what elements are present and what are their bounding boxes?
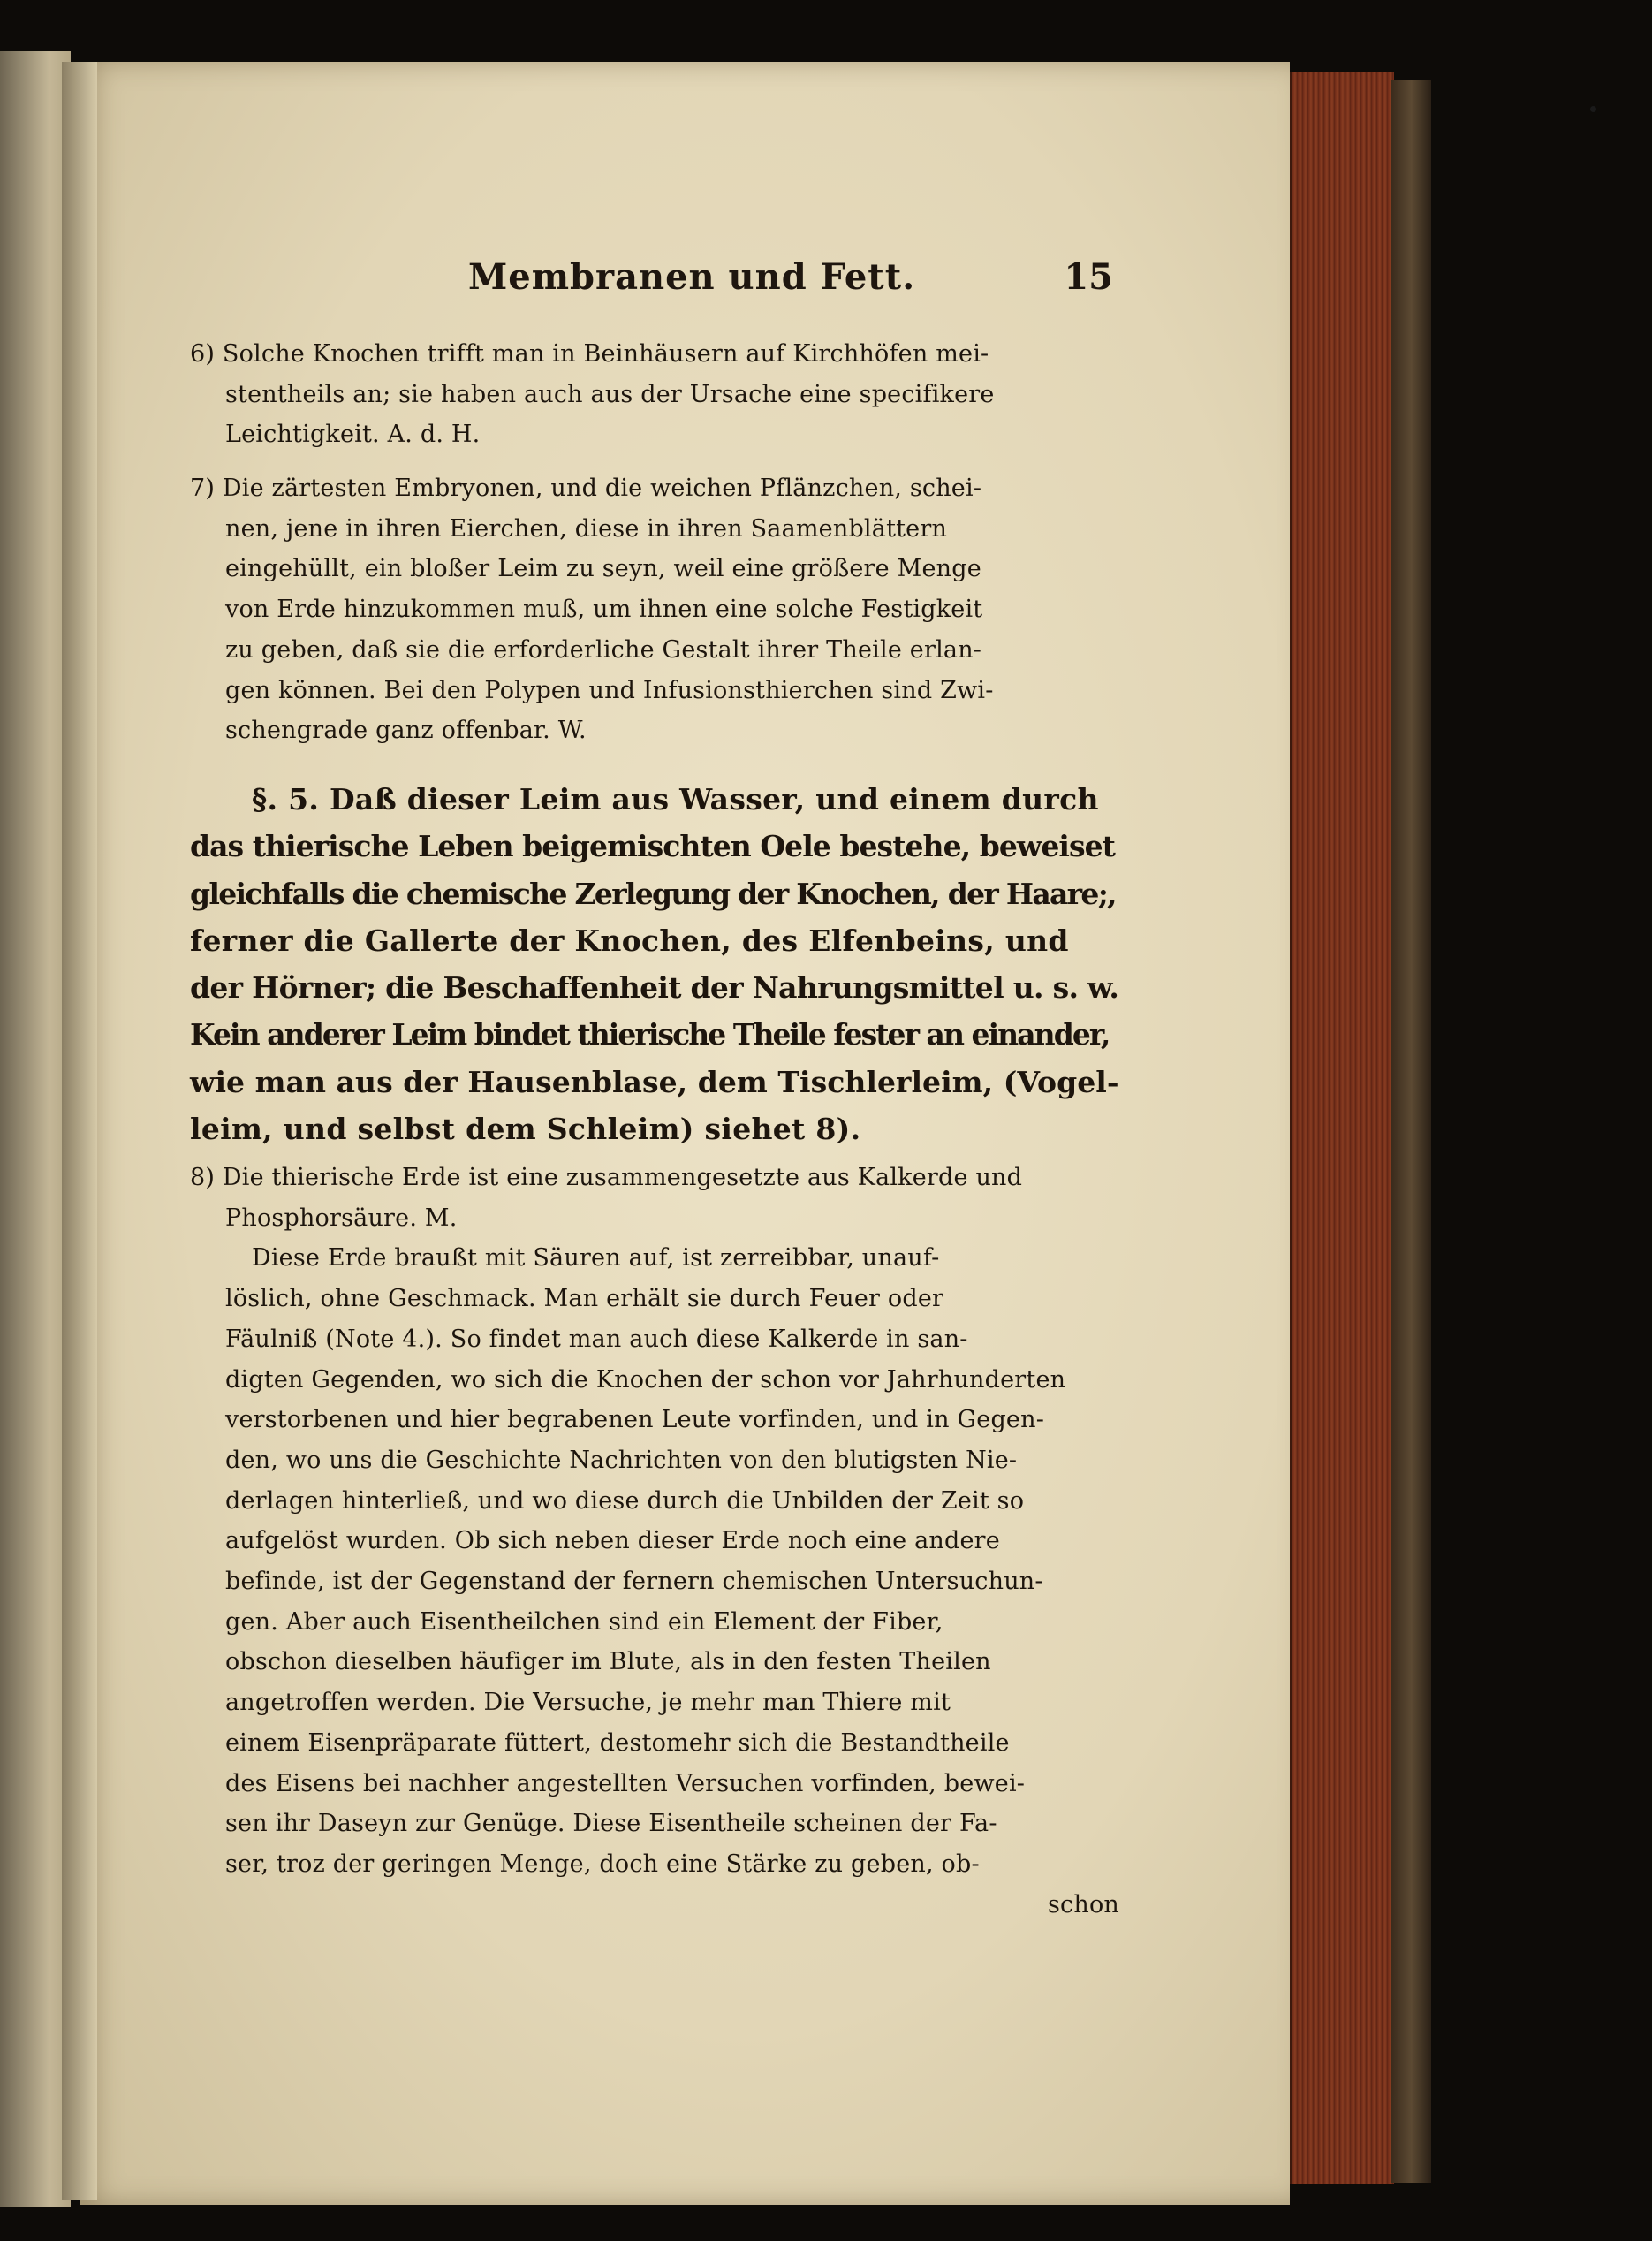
text-line: gen. Aber auch Eisentheilchen sind ein Element der Fiber,: [225, 1607, 943, 1636]
text-line: das thierische Leben beigemischten Oele bestehe, beweiset: [190, 829, 1115, 864]
text-line: stentheils an; sie haben auch aus der Ursache eine specifikere: [225, 380, 995, 408]
text-line: Leichtigkeit. A. d. H.: [225, 421, 481, 449]
text-line: ser, troz der geringen Menge, doch eine Stärke zu geben, ob-: [225, 1850, 980, 1878]
text-line: zu geben, daß sie die erforderliche Gestalt ihrer Theile erlan-: [225, 635, 982, 664]
text-line: der Hörner; die Beschaffenheit der Nahrungsmittel u. s. w.: [190, 970, 1119, 1006]
page-number: 15: [1064, 256, 1113, 298]
footnote-8: [190, 1158, 1119, 1925]
text-line: leim, und selbst dem Schleim) siehet 8).: [190, 1112, 861, 1147]
book-cover-edge: [1391, 80, 1431, 2183]
text-line: einem Eisenpräparate füttert, destomehr sich die Bestandtheile: [225, 1728, 1010, 1757]
footnote-6: [190, 334, 1119, 455]
running-title: Membranen und Fett.: [468, 256, 916, 298]
text-line: von Erde hinzukommen muß, um ihnen eine solche Festigkeit: [225, 596, 983, 624]
text-line: angetroffen werden. Die Versuche, je mehr man Thiere mit: [225, 1689, 951, 1717]
text-line: digten Gegenden, wo sich die Knochen der schon vor Jahrhunderten: [225, 1365, 1066, 1394]
text-line: aufgelöst wurden. Ob sich neben dieser Erde noch eine andere: [225, 1527, 1000, 1555]
text-line: eingehüllt, ein bloßer Leim zu seyn, weil eine größere Menge: [225, 555, 981, 583]
text-line: befinde, ist der Gegenstand der fernern chemischen Untersuchun-: [225, 1568, 1043, 1596]
text-line: verstorbenen und hier begrabenen Leute vorfinden, und in Gegen-: [225, 1406, 1045, 1434]
dust-speck: [1590, 106, 1596, 112]
text-line: wie man aus der Hausenblase, dem Tischlerleim, (Vogel-: [190, 1064, 1119, 1099]
catchword: schon: [1047, 1890, 1119, 1918]
text-line: löslich, ohne Geschmack. Man erhält sie durch Feuer oder: [225, 1285, 944, 1313]
book-gutter: [62, 62, 97, 2200]
text-line: 8) Die thierische Erde ist eine zusammengesetzte aus Kalkerde und: [190, 1164, 1023, 1191]
text-line: nen, jene in ihren Eierchen, diese in ihren Saamenblättern: [225, 514, 948, 543]
text-line: ferner die Gallerte der Knochen, des Elfenbeins, und: [190, 923, 1069, 958]
text-line: Phosphorsäure. M.: [225, 1204, 458, 1232]
text-line: den, wo uns die Geschichte Nachrichten von den blutigsten Nie-: [225, 1446, 1018, 1474]
text-line: Kein anderer Leim bindet thierische Theile fester an einander,: [190, 1017, 1110, 1052]
text-line: 7) Die zärtesten Embryonen, und die weichen Pflänzchen, schei-: [190, 475, 982, 502]
text-line: sen ihr Daseyn zur Genüge. Diese Eisentheile scheinen der Fa-: [225, 1810, 997, 1838]
text-line: Diese Erde braußt mit Säuren auf, ist zerreibbar, unauf-: [252, 1244, 940, 1272]
text-line: 6) Solche Knochen trifft man in Beinhäusern auf Kirchhöfen mei-: [190, 340, 989, 368]
paragraph-5: [190, 776, 1119, 1152]
text-line: obschon dieselben häufiger im Blute, als in den festen Theilen: [225, 1648, 991, 1676]
text-line: gen können. Bei den Polypen und Infusionsthierchen sind Zwi-: [225, 676, 994, 704]
text-line: §. 5. Daß dieser Leim aus Wasser, und einem durch: [252, 782, 1099, 817]
text-line: gleichfalls die chemische Zerlegung der Knochen, der Haare;,: [190, 876, 1116, 911]
text-line: derlagen hinterließ, und wo diese durch die Unbilden der Zeit so: [225, 1486, 1025, 1515]
page-block-edge: [1290, 72, 1394, 2184]
footnote-7: [190, 468, 1119, 751]
text-line: schengrade ganz offenbar. W.: [225, 717, 587, 745]
text-line: des Eisens bei nachher angestellten Versuchen vorfinden, bewei-: [225, 1769, 1026, 1797]
text-line: Fäulniß (Note 4.). So findet man auch diese Kalkerde in san-: [225, 1325, 968, 1353]
previous-page-edge: [0, 51, 71, 2207]
